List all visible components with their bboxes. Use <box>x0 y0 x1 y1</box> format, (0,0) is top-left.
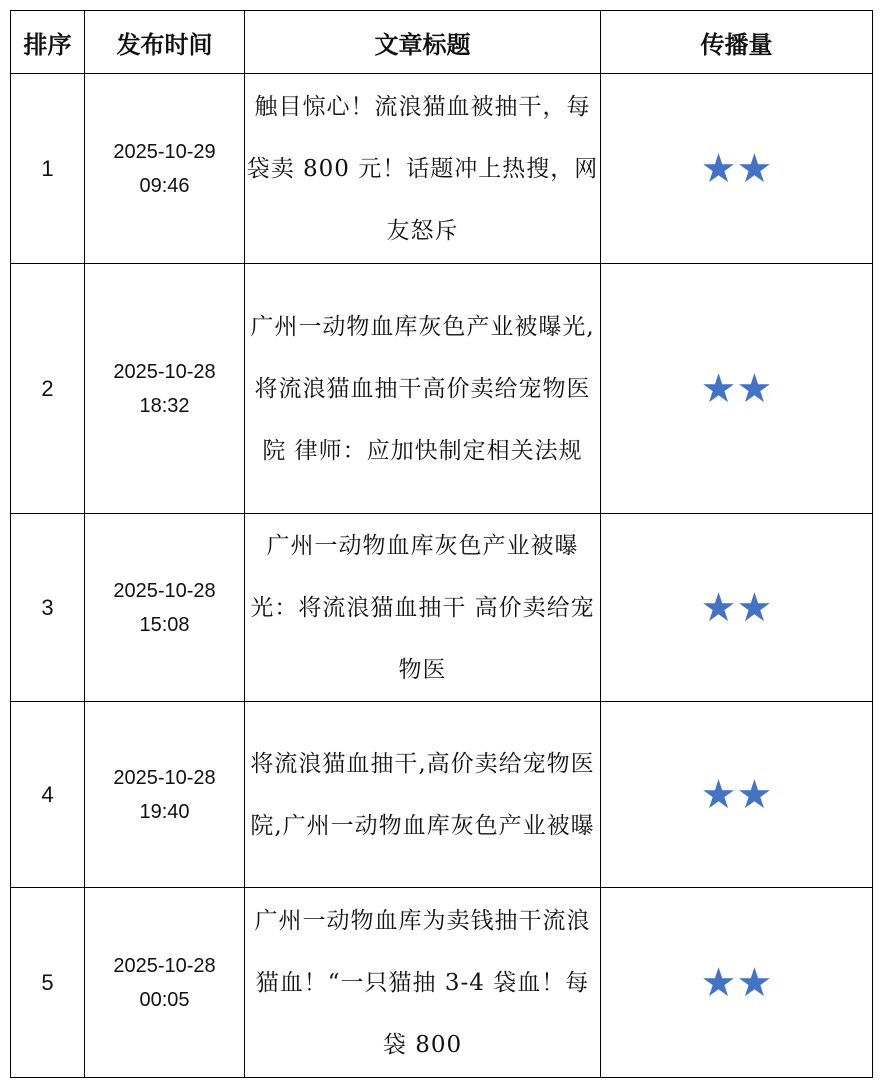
header-publish-time: 发布时间 <box>85 11 245 74</box>
spread-cell <box>601 514 873 702</box>
publish-time-cell <box>85 514 245 702</box>
table-row <box>11 74 873 264</box>
table-row <box>11 264 873 514</box>
spread-ranking-table <box>10 10 873 1078</box>
star-icon: ★★ <box>700 145 773 192</box>
publish-date: 2025-10-28 <box>113 766 216 789</box>
header-spread: 传播量 <box>601 11 873 74</box>
header-rank: 排序 <box>11 11 85 74</box>
publish-date: 2025-10-29 <box>113 140 216 163</box>
publish-clock: 09:46 <box>139 174 190 197</box>
publish-clock: 15:08 <box>139 613 190 636</box>
star-icon: ★★ <box>700 365 773 412</box>
spread-cell <box>601 888 873 1078</box>
publish-clock: 18:32 <box>139 394 190 417</box>
header-article-title: 文章标题 <box>245 11 601 74</box>
rank-cell: 4 <box>11 702 85 888</box>
publish-clock: 00:05 <box>139 988 190 1011</box>
publish-time-cell <box>85 264 245 514</box>
table-row <box>11 888 873 1078</box>
rank-cell: 5 <box>11 888 85 1078</box>
publish-date: 2025-10-28 <box>113 954 216 977</box>
table-header-row <box>11 11 873 74</box>
table-row <box>11 514 873 702</box>
article-title-cell: 广州一动物血库灰色产业被曝光,将流浪猫血抽干高价卖给宠物医院 律师：应加快制定相关法规 <box>245 264 601 514</box>
publish-time-cell <box>85 702 245 888</box>
spread-cell <box>601 702 873 888</box>
article-title-cell: 广州一动物血库灰色产业被曝光：将流浪猫血抽干 高价卖给宠物医 <box>245 514 601 702</box>
publish-clock: 19:40 <box>139 800 190 823</box>
rank-cell: 1 <box>11 74 85 264</box>
table-row <box>11 702 873 888</box>
star-icon: ★★ <box>700 959 773 1006</box>
star-icon: ★★ <box>700 771 773 818</box>
publish-date: 2025-10-28 <box>113 360 216 383</box>
spread-cell <box>601 264 873 514</box>
rank-cell: 3 <box>11 514 85 702</box>
article-title-cell: 将流浪猫血抽干,高价卖给宠物医院,广州一动物血库灰色产业被曝 <box>245 702 601 888</box>
publish-date: 2025-10-28 <box>113 579 216 602</box>
article-title-cell: 触目惊心！流浪猫血被抽干，每袋卖 800 元！话题冲上热搜，网友怒斥 <box>245 74 601 264</box>
publish-time-cell <box>85 74 245 264</box>
spread-cell <box>601 74 873 264</box>
rank-cell: 2 <box>11 264 85 514</box>
star-icon: ★★ <box>700 584 773 631</box>
publish-time-cell <box>85 888 245 1078</box>
article-title-cell: 广州一动物血库为卖钱抽干流浪猫血！“一只猫抽 3-4 袋血！每袋 800 <box>245 888 601 1078</box>
